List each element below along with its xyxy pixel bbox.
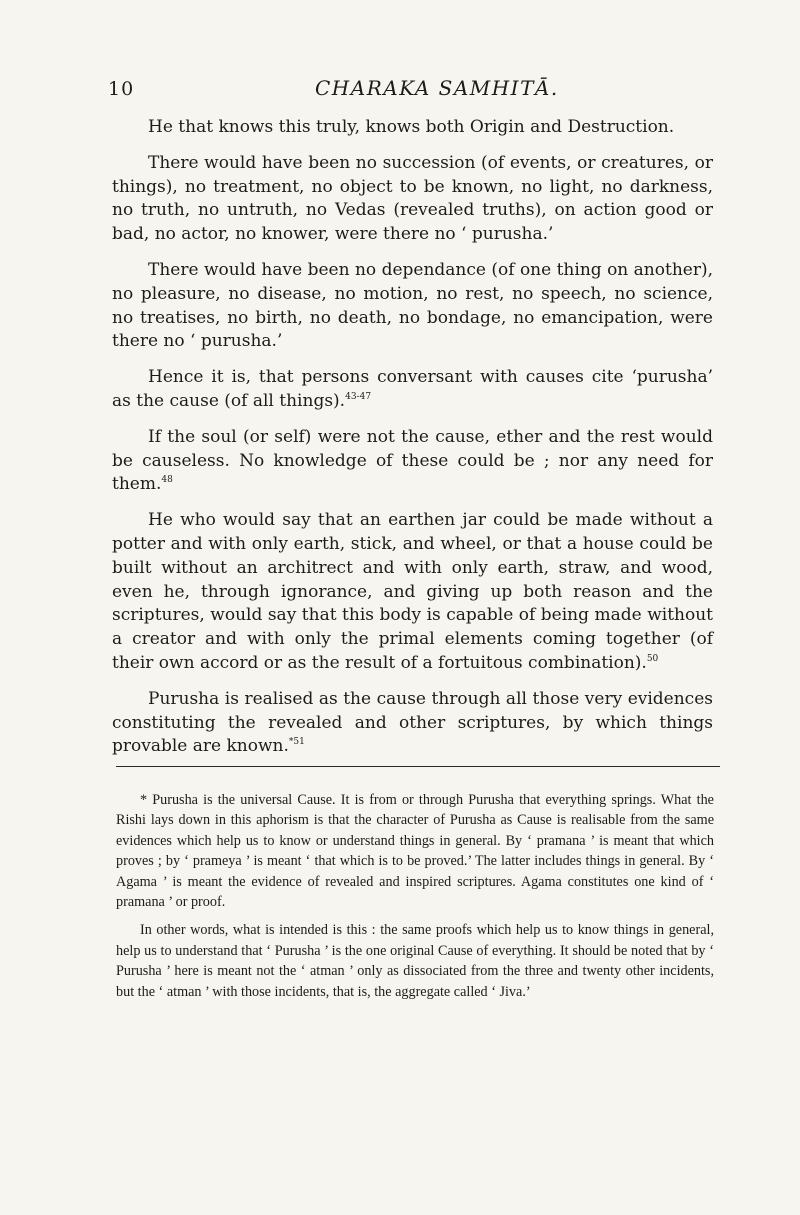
verse-reference: *51 bbox=[288, 737, 305, 748]
footnote-1: * Purusha is the universal Cause. It is from or through Purusha that everything springs. What the Rishi lays down in this aphorism is that the character of Purusha as Cause is realisable from the same evidences which help us to know or understand things in general. By ‘ pramana ’ is meant that which proves ; by ‘ prameya ’ is meant ‘ that which is to be proved.’ The latter includes things in general. By ‘ Agama ’ is meant the evidence of revealed and inspired scriptures. Agama constitutes one kind of ‘ pramana ’ or proof. bbox=[116, 792, 714, 911]
main-text bbox=[112, 116, 713, 771]
verse-reference: 43-47 bbox=[345, 391, 372, 402]
footnotes bbox=[116, 790, 714, 1010]
paragraph-7-text: Purusha is realised as the cause through all those very evidences constituting the revealed and other scriptures, by which things provable are known. bbox=[112, 688, 713, 757]
page-header bbox=[108, 76, 720, 104]
page-number: 10 bbox=[108, 78, 135, 100]
paragraph-4 bbox=[112, 366, 713, 414]
paragraph-7 bbox=[112, 688, 713, 759]
paragraph-2: There would have been no succession (of events, or creatures, or things), no treatment, no object to be known, no light, no darkness, no truth, no untruth, no Vedas (revealed truths), on action good or bad, no actor, no knower, were there no ‘ purusha.’ bbox=[112, 152, 713, 245]
running-title: CHARAKA SAMHITĀ. bbox=[315, 76, 559, 100]
footnote-2: In other words, what is intended is this : the same proofs which help us to know things in general, help us to understand that ‘ Purusha ’ is the one original Cause of everything. It should be noted that by ‘ Purusha ’ here is meant not the ‘ atman ’ only as dissociated from the three and twenty other incidents, but the ‘ atman ’ with those incidents, that is, the aggregate called ‘ Jiva.’ bbox=[116, 922, 714, 1000]
paragraph-6-text: He who would say that an earthen jar could be made without a potter and with only earth, stick, and wheel, or that a house could be built without an architrect and with only earth, straw, and wood, even he, through ignorance, and giving up both reason and the scriptures, would say that this body is capable of being made without a creator and with only the primal elements coming together (of their own accord or as the result of a fortuitous combination). bbox=[112, 510, 713, 673]
verse-reference: 48 bbox=[161, 475, 173, 486]
paragraph-5 bbox=[112, 426, 713, 497]
footnote-divider bbox=[116, 766, 720, 767]
paragraph-6 bbox=[112, 509, 713, 676]
paragraph-3: There would have been no dependance (of one thing on another), no pleasure, no disease, no motion, no rest, no speech, no science, no treatises, no birth, no death, no bondage, no emancipation, were there no ‘ purusha.’ bbox=[112, 259, 713, 352]
paragraph-1: He that knows this truly, knows both Origin and Destruction. bbox=[148, 117, 675, 137]
paragraph-4-text: Hence it is, that persons conversant with causes cite ‘purusha’ as the cause (of all things). bbox=[112, 367, 713, 411]
paragraph-5-text: If the soul (or self) were not the cause, ether and the rest would be causeless. No knowledge of these could be ; nor any need for them. bbox=[112, 426, 713, 495]
verse-reference: 50 bbox=[646, 653, 659, 664]
